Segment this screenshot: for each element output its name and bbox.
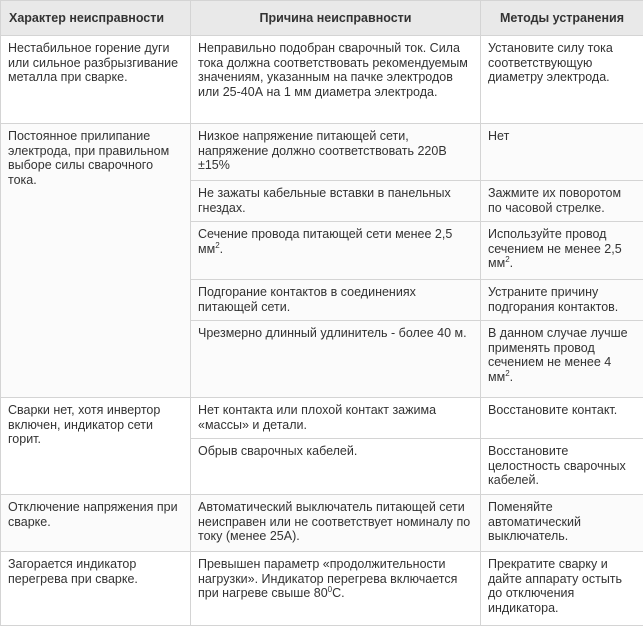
fix-text-end: . <box>509 256 514 270</box>
cause-cell: Подгорание контактов в соединениях питающей сети. <box>191 280 481 321</box>
table-row <box>1 36 643 124</box>
superscript: 2 <box>505 368 510 378</box>
cause-cell <box>191 222 481 280</box>
table-row <box>1 495 643 552</box>
cause-text: Превышен параметр «продолжительности нагрузки». Индикатор перегрева включается при нагреве свыше 80 <box>198 557 458 600</box>
superscript: 0 <box>327 584 333 594</box>
fix-cell: Нет <box>481 124 643 181</box>
cause-cell: Автоматический выключатель питающей сети неисправен или не соответствует номиналу по току (менее 25А). <box>191 495 481 552</box>
symptom-cell: Отключение напряжения при сварке. <box>1 495 191 552</box>
fix-cell: Восстановите контакт. <box>481 398 643 439</box>
fix-cell: Устраните причину подгорания контактов. <box>481 280 643 321</box>
superscript: 2 <box>505 254 510 264</box>
symptom-cell: Постоянное прилипание электрода, при правильном выборе силы сварочного тока. <box>1 124 191 398</box>
superscript: 2 <box>215 240 220 250</box>
cause-text: Сечение провода питающей сети менее 2,5 мм <box>198 227 453 256</box>
header-fix: Методы устранения <box>481 1 643 36</box>
cause-text-end: . <box>219 241 224 256</box>
fix-text-end: . <box>509 369 514 384</box>
fix-cell: Зажмите их поворотом по часовой стрелке. <box>481 181 643 222</box>
header-symptom: Характер неисправности <box>1 1 191 36</box>
cause-cell: Нет контакта или плохой контакт зажима «массы» и детали. <box>191 398 481 439</box>
cause-cell: Низкое напряжение питающей сети, напряжение должно соответствовать 220В ±15% <box>191 124 481 181</box>
fix-cell: Восстановите целостность сварочных кабелей. <box>481 439 643 495</box>
symptom-cell: Нестабильное горение дуги или сильное разбрызгивание металла при сварке. <box>1 36 191 124</box>
symptom-cell: Загорается индикатор перегрева при сварке. <box>1 552 191 626</box>
fix-cell: Прекратите сварку и дайте аппарату остыть до отключения индикатора. <box>481 552 643 626</box>
fix-cell <box>481 222 643 280</box>
cause-cell: Не зажаты кабельные вставки в панельных гнездах. <box>191 181 481 222</box>
cause-cell: Чрезмерно длинный удлинитель - более 40 м. <box>191 321 481 398</box>
cause-cell: Обрыв сварочных кабелей. <box>191 439 481 495</box>
fix-cell: Поменяйте автоматический выключатель. <box>481 495 643 552</box>
fix-cell <box>481 321 643 398</box>
fix-text: Используйте провод сечением не менее 2,5 мм <box>488 227 622 270</box>
table-row <box>1 124 643 181</box>
cause-cell <box>191 552 481 626</box>
fix-cell: Установите силу тока соответствующую диаметру электрода. <box>481 36 643 124</box>
cause-text-end: С. <box>332 586 345 600</box>
table-row <box>1 552 643 626</box>
symptom-cell: Сварки нет, хотя инвертор включен, индикатор сети горит. <box>1 398 191 495</box>
table-row <box>1 398 643 439</box>
header-cause: Причина неисправности <box>191 1 481 36</box>
fix-text: В данном случае лучше применять провод сечением не менее 4 мм <box>488 326 628 384</box>
header-row <box>1 1 643 36</box>
cause-cell: Неправильно подобран сварочный ток. Сила тока должна соответствовать рекомендуемым значениям, указанным на пачке электродов или 25-40А на 1 мм диаметра электрода. <box>191 36 481 124</box>
